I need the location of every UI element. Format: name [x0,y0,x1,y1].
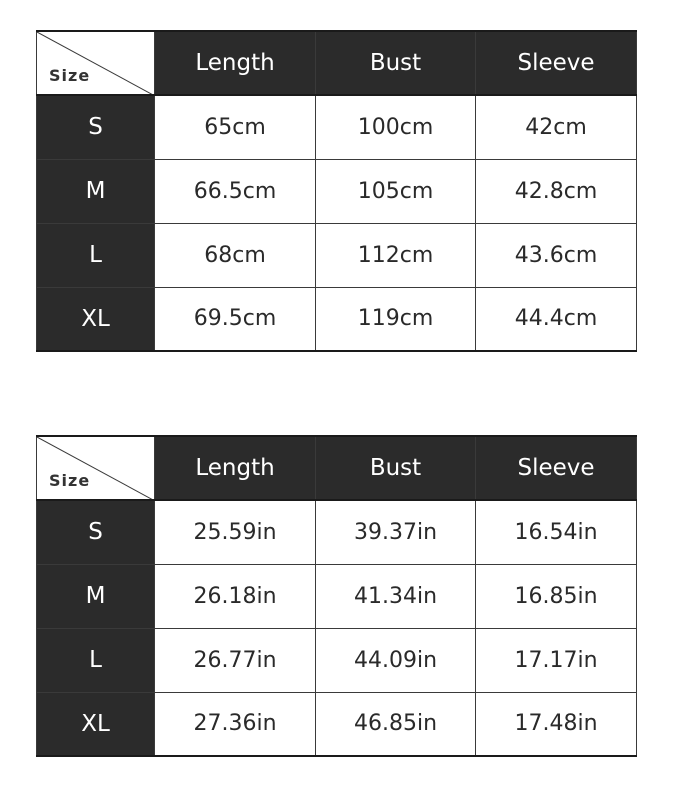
length-cell: 69.5cm [155,287,316,351]
corner-label: Size [49,66,91,85]
length-cell: 26.18in [155,564,316,628]
length-cell: 27.36in [155,692,316,756]
column-header-bust: Bust [316,436,476,500]
bust-cell: 105cm [316,159,476,223]
sleeve-cell: 16.54in [476,500,637,564]
bust-cell: 41.34in [316,564,476,628]
row-header-size: XL [37,692,155,756]
column-header-bust: Bust [316,31,476,95]
sleeve-cell: 42cm [476,95,637,159]
sleeve-cell: 16.85in [476,564,637,628]
table-row [37,223,637,287]
sleeve-cell: 17.17in [476,628,637,692]
sleeve-cell: 42.8cm [476,159,637,223]
corner-label: Size [49,471,91,490]
sleeve-cell: 17.48in [476,692,637,756]
length-cell: 66.5cm [155,159,316,223]
row-header-size: S [37,95,155,159]
column-header-length: Length [155,436,316,500]
bust-cell: 119cm [316,287,476,351]
table-row [37,287,637,351]
corner-cell [37,31,155,95]
bust-cell: 112cm [316,223,476,287]
length-cell: 65cm [155,95,316,159]
table-row [37,692,637,756]
table-row [37,159,637,223]
length-cell: 25.59in [155,500,316,564]
row-header-size: S [37,500,155,564]
bust-cell: 46.85in [316,692,476,756]
sleeve-cell: 44.4cm [476,287,637,351]
row-header-size: L [37,223,155,287]
diagonal-divider [37,32,155,95]
column-header-sleeve: Sleeve [476,31,637,95]
table-row [37,564,637,628]
header-row [37,31,637,95]
row-header-size: M [37,564,155,628]
length-cell: 68cm [155,223,316,287]
row-header-size: M [37,159,155,223]
column-header-sleeve: Sleeve [476,436,637,500]
size-chart-cm [36,30,637,352]
length-cell: 26.77in [155,628,316,692]
bust-cell: 44.09in [316,628,476,692]
size-chart-in [36,435,637,757]
row-header-size: L [37,628,155,692]
table-row [37,500,637,564]
sleeve-cell: 43.6cm [476,223,637,287]
bust-cell: 100cm [316,95,476,159]
table-row [37,95,637,159]
diagonal-divider [37,437,155,500]
column-header-length: Length [155,31,316,95]
table-row [37,628,637,692]
row-header-size: XL [37,287,155,351]
corner-cell [37,436,155,500]
bust-cell: 39.37in [316,500,476,564]
header-row [37,436,637,500]
